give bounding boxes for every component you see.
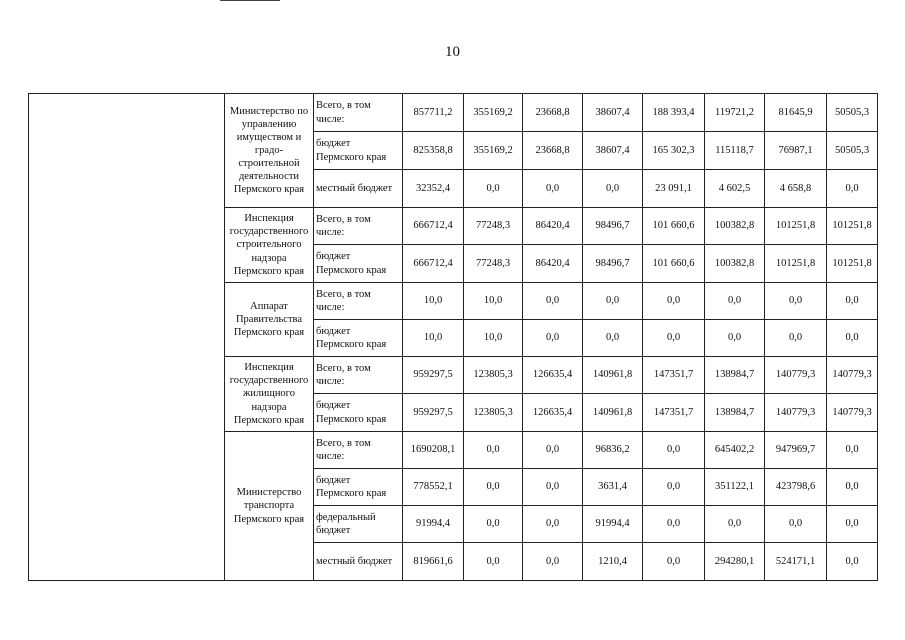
value-cell: 1210,4 [583,543,643,581]
value-cell: 355169,2 [464,94,523,132]
value-cell: 0,0 [643,432,705,469]
value-cell: 96836,2 [583,432,643,469]
value-cell: 81645,9 [765,94,827,132]
value-cell: 0,0 [827,432,878,469]
value-cell: 91994,4 [583,506,643,543]
value-cell: 138984,7 [705,357,765,394]
value-cell: 140961,8 [583,394,643,432]
value-cell: 3631,4 [583,469,643,506]
value-cell: 10,0 [464,283,523,320]
value-cell: 0,0 [464,543,523,581]
value-cell: 101251,8 [765,245,827,283]
value-cell: 138984,7 [705,394,765,432]
budget-type-cell: Всего, в том числе: [314,283,403,320]
value-cell: 294280,1 [705,543,765,581]
value-cell: 140779,3 [765,394,827,432]
value-cell: 355169,2 [464,132,523,170]
table-row [29,94,878,132]
value-cell: 947969,7 [765,432,827,469]
value-cell: 959297,5 [403,357,464,394]
value-cell: 0,0 [523,283,583,320]
value-cell: 0,0 [523,543,583,581]
value-cell: 86420,4 [523,208,583,245]
value-cell: 76987,1 [765,132,827,170]
value-cell: 0,0 [765,506,827,543]
value-cell: 126635,4 [523,394,583,432]
value-cell: 140961,8 [583,357,643,394]
value-cell: 0,0 [643,543,705,581]
budget-table [28,93,878,581]
value-cell: 38607,4 [583,94,643,132]
value-cell: 23668,8 [523,94,583,132]
budget-type-cell: бюджет Пермского края [314,320,403,357]
value-cell: 98496,7 [583,245,643,283]
value-cell: 0,0 [643,320,705,357]
budget-type-cell: Всего, в том числе: [314,208,403,245]
value-cell: 86420,4 [523,245,583,283]
value-cell: 0,0 [583,320,643,357]
value-cell: 126635,4 [523,357,583,394]
value-cell: 123805,3 [464,357,523,394]
top-edge-line [220,0,280,1]
budget-type-cell: федеральный бюджет [314,506,403,543]
budget-type-cell: бюджет Пермского края [314,132,403,170]
value-cell: 0,0 [705,320,765,357]
value-cell: 0,0 [827,170,878,208]
value-cell: 0,0 [827,283,878,320]
value-cell: 959297,5 [403,394,464,432]
value-cell: 50505,3 [827,94,878,132]
value-cell: 0,0 [523,432,583,469]
value-cell: 4 658,8 [765,170,827,208]
value-cell: 666712,4 [403,245,464,283]
value-cell: 101 660,6 [643,208,705,245]
value-cell: 423798,6 [765,469,827,506]
value-cell: 0,0 [827,506,878,543]
value-cell: 119721,2 [705,94,765,132]
value-cell: 50505,3 [827,132,878,170]
value-cell: 140779,3 [827,357,878,394]
blank-first-column [29,94,225,581]
value-cell: 819661,6 [403,543,464,581]
org-name-cell: Аппарат Правительства Пермского края [225,283,314,357]
value-cell: 123805,3 [464,394,523,432]
value-cell: 645402,2 [705,432,765,469]
value-cell: 0,0 [583,283,643,320]
value-cell: 140779,3 [827,394,878,432]
value-cell: 38607,4 [583,132,643,170]
value-cell: 0,0 [827,320,878,357]
budget-type-cell: бюджет Пермского края [314,394,403,432]
value-cell: 0,0 [827,469,878,506]
value-cell: 147351,7 [643,394,705,432]
value-cell: 101251,8 [827,245,878,283]
value-cell: 0,0 [643,506,705,543]
value-cell: 857711,2 [403,94,464,132]
value-cell: 91994,4 [403,506,464,543]
value-cell: 10,0 [403,283,464,320]
value-cell: 0,0 [643,283,705,320]
budget-type-cell: бюджет Пермского края [314,245,403,283]
value-cell: 778552,1 [403,469,464,506]
value-cell: 101251,8 [827,208,878,245]
budget-type-cell: местный бюджет [314,543,403,581]
value-cell: 165 302,3 [643,132,705,170]
value-cell: 0,0 [523,320,583,357]
value-cell: 0,0 [705,283,765,320]
value-cell: 0,0 [643,469,705,506]
value-cell: 101251,8 [765,208,827,245]
org-name-cell: Инспекция государственного жилищного надзора Пермского края [225,357,314,432]
value-cell: 0,0 [464,469,523,506]
org-name-cell: Министерство транспорта Пермского края [225,432,314,581]
value-cell: 101 660,6 [643,245,705,283]
budget-type-cell: Всего, в том числе: [314,432,403,469]
table-body [29,94,878,581]
value-cell: 524171,1 [765,543,827,581]
value-cell: 10,0 [403,320,464,357]
value-cell: 23668,8 [523,132,583,170]
value-cell: 77248,3 [464,245,523,283]
value-cell: 10,0 [464,320,523,357]
value-cell: 140779,3 [765,357,827,394]
value-cell: 351122,1 [705,469,765,506]
value-cell: 0,0 [464,506,523,543]
value-cell: 0,0 [583,170,643,208]
value-cell: 0,0 [765,283,827,320]
value-cell: 825358,8 [403,132,464,170]
value-cell: 4 602,5 [705,170,765,208]
value-cell: 100382,8 [705,245,765,283]
page-number: 10 [445,44,460,60]
value-cell: 77248,3 [464,208,523,245]
value-cell: 100382,8 [705,208,765,245]
value-cell: 666712,4 [403,208,464,245]
value-cell: 32352,4 [403,170,464,208]
value-cell: 23 091,1 [643,170,705,208]
value-cell: 0,0 [827,543,878,581]
budget-type-cell: Всего, в том числе: [314,94,403,132]
value-cell: 1690208,1 [403,432,464,469]
value-cell: 98496,7 [583,208,643,245]
org-name-cell: Министерство по управлению имуществом и градо-строительной деятельности Пермского края [225,94,314,208]
value-cell: 0,0 [523,506,583,543]
value-cell: 188 393,4 [643,94,705,132]
value-cell: 0,0 [765,320,827,357]
value-cell: 0,0 [464,432,523,469]
value-cell: 0,0 [705,506,765,543]
value-cell: 0,0 [464,170,523,208]
value-cell: 115118,7 [705,132,765,170]
budget-type-cell: бюджет Пермского края [314,469,403,506]
budget-type-cell: Всего, в том числе: [314,357,403,394]
org-name-cell: Инспекция государственного строительного надзора Пермского края [225,208,314,283]
budget-type-cell: местный бюджет [314,170,403,208]
value-cell: 0,0 [523,469,583,506]
value-cell: 0,0 [523,170,583,208]
value-cell: 147351,7 [643,357,705,394]
